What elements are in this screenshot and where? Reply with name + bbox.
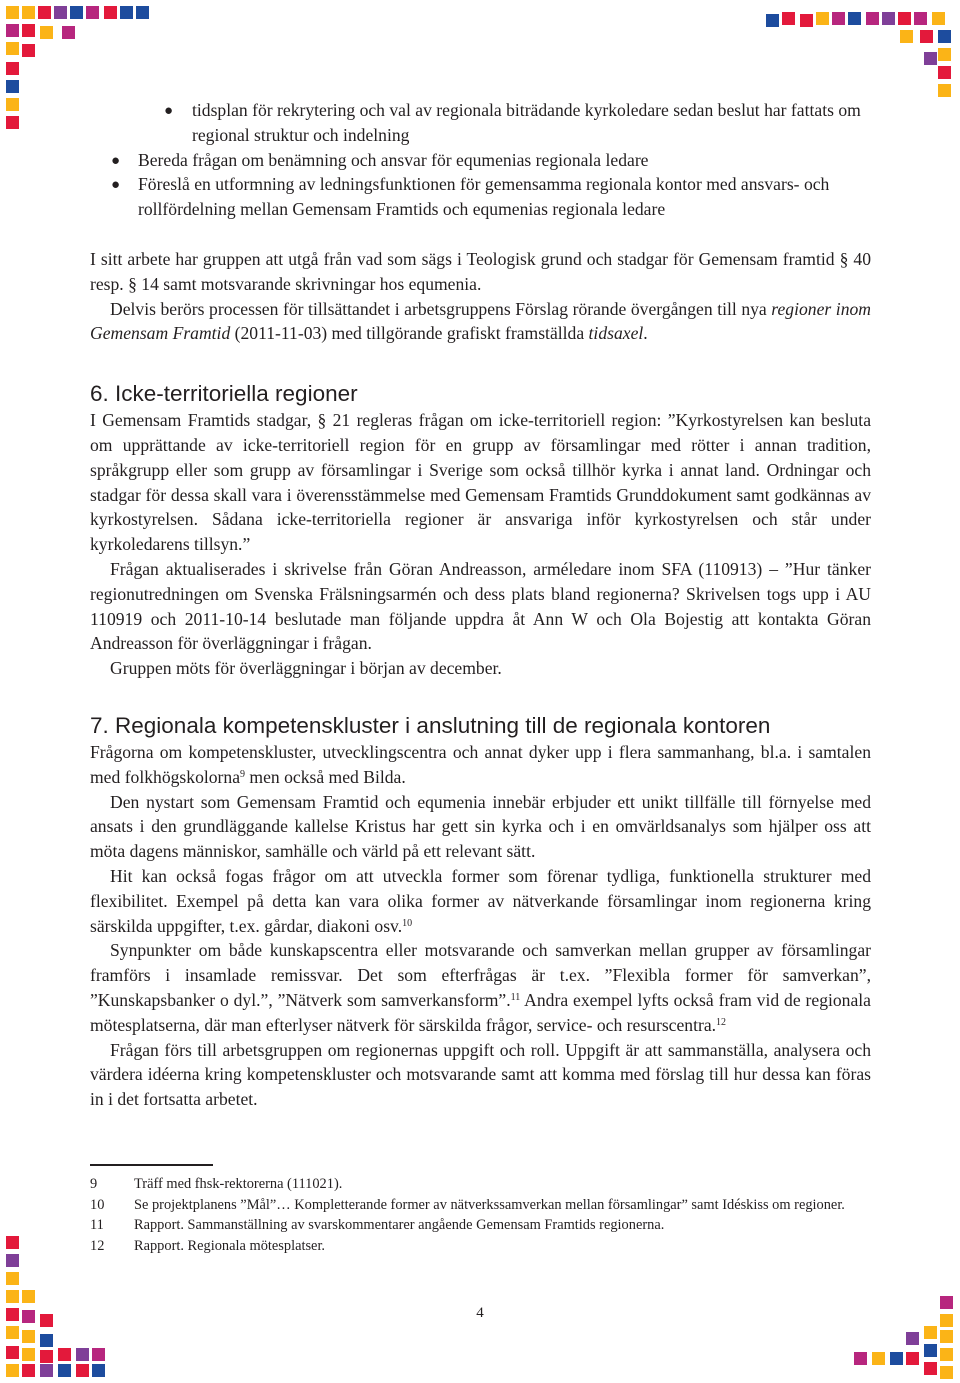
footnote-ref: 9 (240, 768, 246, 780)
color-square (6, 42, 19, 55)
color-squares-bottom-right (840, 1290, 960, 1383)
color-square (6, 116, 19, 129)
color-square (40, 1334, 53, 1347)
document-body (90, 98, 871, 1112)
color-square (22, 1364, 35, 1377)
color-square (6, 62, 19, 75)
color-square (906, 1352, 919, 1365)
paragraph: Delvis berörs processen för tillsättandet i arbetsgruppens Förslag rörande övergången till nya regioner inom Gemensam Framtid (2011-11-03) med tillgörande grafiskt framställda tidsaxel. (90, 298, 871, 344)
footnote: 10 Se projektplanens ”Mål”… Kompletterande former av nätverkssamverkan mellan församlingar” samt Idéskiss om regioner. (90, 1196, 845, 1213)
color-square (854, 1352, 867, 1365)
paragraph: Frågan förs till arbetsgruppen om regionernas uppgift och roll. Uppgift är att sammanställa, analysera och värdera idéerna kring kompetenskluster och motsvarande samt att komma med förslag till hur dessa kan föras in i det fortsatta arbetet. (90, 1039, 871, 1110)
color-square (86, 6, 99, 19)
footnote-ref: 10 (402, 917, 413, 929)
color-square (924, 1362, 937, 1375)
paragraph: Hit kan också fogas frågor om att utveckla former som förenar tydliga, funktionella strukturer med flexibilitet. Exempel på detta kan vara olika former av nätverkande församlingar inom regionerna kring särskilda uppgifter, t.ex. gårdar, diakoni osv.$^{10}$ (90, 865, 871, 936)
color-square (890, 1352, 903, 1365)
footnotes (90, 1174, 871, 1256)
color-square (40, 26, 53, 39)
color-square (22, 44, 35, 57)
color-square (70, 6, 83, 19)
color-square (6, 1272, 19, 1285)
paragraph: Den nystart som Gemensam Framtid och equmenia innebär erbjuder ett unikt tillfälle till förnyelse med ansats i den grundläggande kallelse Kristus har gett sin kyrka och i en omvärldsanalys som hjälper oss att möta dagens människor, samhälle och värld på ett relevant sätt. (90, 791, 871, 862)
color-square (940, 1330, 953, 1343)
color-square (62, 26, 75, 39)
color-square (924, 1344, 937, 1357)
color-square (900, 30, 913, 43)
color-square (6, 80, 19, 93)
color-square (6, 1326, 19, 1339)
page-number: 4 (476, 1305, 484, 1321)
color-square (6, 1290, 19, 1303)
color-square (104, 6, 117, 19)
color-square (92, 1364, 105, 1377)
color-square (40, 1364, 53, 1377)
footnote-ref: 12 (716, 1016, 727, 1028)
bullet-icon: ● (111, 152, 121, 169)
color-square (898, 12, 911, 25)
list-item: ● tidsplan för rekrytering och val av regionala biträdande kyrkoledare sedan beslut har fattats om regional struktur och indelning (164, 100, 861, 145)
color-square (54, 6, 67, 19)
color-square (782, 12, 795, 25)
color-square (76, 1364, 89, 1377)
color-square (914, 12, 927, 25)
color-square (940, 1366, 953, 1379)
paragraph: Synpunkter om både kunskapscentra eller motsvarande och samverkan mellan grupper av församlingar framförs i insamlade remissvar. Det som efterfrågas är t.ex. ”Flexibla former för samverkan”, ”Kunskapsbanker o dyl.”, ”Nätverk som samverkansform”.$^{11}$ Andra exempel lyfts också fram vid de regionala mötesplatserna, där man efterlyser nätverk för särskilda frågor, service- och resurscentra.$^{12}$ (90, 940, 871, 1035)
color-square (832, 12, 845, 25)
color-square (6, 1346, 19, 1359)
color-square (6, 1236, 19, 1249)
bullet-icon: ● (111, 177, 121, 194)
color-square (40, 1350, 53, 1363)
color-square (866, 12, 879, 25)
color-square (6, 1254, 19, 1267)
color-square (932, 12, 945, 25)
paragraph: I sitt arbete har gruppen att utgå från vad som sägs i Teologisk grund och stadgar för Gemensam framtid § 40 resp. § 14 samt motsvarande skrivningar hos equmenia. (90, 248, 871, 294)
color-square (906, 1332, 919, 1345)
color-square (938, 66, 951, 79)
bullet-icon: ● (164, 103, 174, 119)
color-square (816, 12, 829, 25)
task-list (90, 98, 871, 222)
color-square (938, 30, 951, 43)
color-square (920, 30, 933, 43)
color-square (924, 1326, 937, 1339)
color-square (58, 1364, 71, 1377)
footnote-ref: 11 (510, 991, 521, 1003)
footnote: 11 Rapport. Sammanställning av svarskommentarer angående Gemensam Framtids regionerna. (90, 1217, 665, 1234)
color-square (92, 1348, 105, 1361)
color-square (76, 1348, 89, 1361)
color-square (22, 1348, 35, 1361)
paragraph: Frågorna om kompetenskluster, utvecklingscentra och annat dyker upp i flera sammanhang, bl.a. i samtalen med folkhögskolorna$^9$ men också med Bilda. (90, 741, 871, 787)
color-square (766, 14, 779, 27)
color-square (848, 12, 861, 25)
color-square (22, 24, 35, 37)
color-square (6, 6, 19, 19)
color-square (22, 1330, 35, 1343)
color-square (22, 6, 35, 19)
section-heading: 7. Regionala kompetenskluster i anslutning till de regionala kontoren (90, 712, 771, 738)
footnote-divider (90, 1164, 213, 1166)
color-square (924, 52, 937, 65)
color-square (120, 6, 133, 19)
list-item: ● Bereda frågan om benämning och ansvar för equmenias regionala ledare (90, 148, 871, 173)
list-item: ● Föreslå en utformning av ledningsfunktionen för gemensamma regionala kontor med ansvars- och rollfördelning mellan Gemensam Framtids och equmenias regionala ledare (111, 174, 830, 220)
color-square (938, 84, 951, 97)
color-square (940, 1348, 953, 1361)
paragraph: I Gemensam Framtids stadgar, § 21 regleras frågan om icke-territoriell region: ”Kyrkostyrelsen kan besluta om upprättande av icke-territoriell region för en grupp av församlingar med rötter i annan tradition, språkgrupp eller som grupp av församlingar i Sverige som också tillhör kyrka i annat land. Ordningar och stadgar för dessa skall vara i överensstämmelse med Gemensam Framtids Grunddokument samt godkännas av kyrkostyrelsen. Sådana icke-territoriella regioner är ansvariga inför kyrkostyrelsen och står under kyrkoledarens tillsyn.” (90, 410, 871, 555)
color-square (938, 48, 951, 61)
color-square (872, 1352, 885, 1365)
color-square (6, 24, 19, 37)
footnote: 12 Rapport. Regionala mötesplatser. (90, 1237, 326, 1254)
color-square (800, 14, 813, 27)
color-square (882, 12, 895, 25)
color-square (136, 6, 149, 19)
color-square (58, 1348, 71, 1361)
color-squares-top-right (760, 0, 960, 110)
section-heading: 6. Icke-territoriella regioner (90, 381, 358, 407)
color-square (38, 6, 51, 19)
paragraph: Frågan aktualiserades i skrivelse från Göran Andreasson, arméledare inom SFA (110913) – ”Hur tänker regionutredningen om Svenska Frälsningsarmén och dess plats bland regionerna? Skrivelsen togs upp i AU 110919 och 2011-10-14 beslutade man följande uppdra åt Ann W och Ola Bojestig att kontakta Göran Andreasson för överläggningar i frågan. (90, 558, 871, 654)
color-square (22, 1290, 35, 1303)
footnote: 9 Träff med fhsk-rektorerna (111021). (90, 1176, 343, 1192)
color-square (6, 98, 19, 111)
paragraph: Gruppen möts för överläggningar i början av december. (110, 658, 502, 679)
color-square (6, 1364, 19, 1377)
